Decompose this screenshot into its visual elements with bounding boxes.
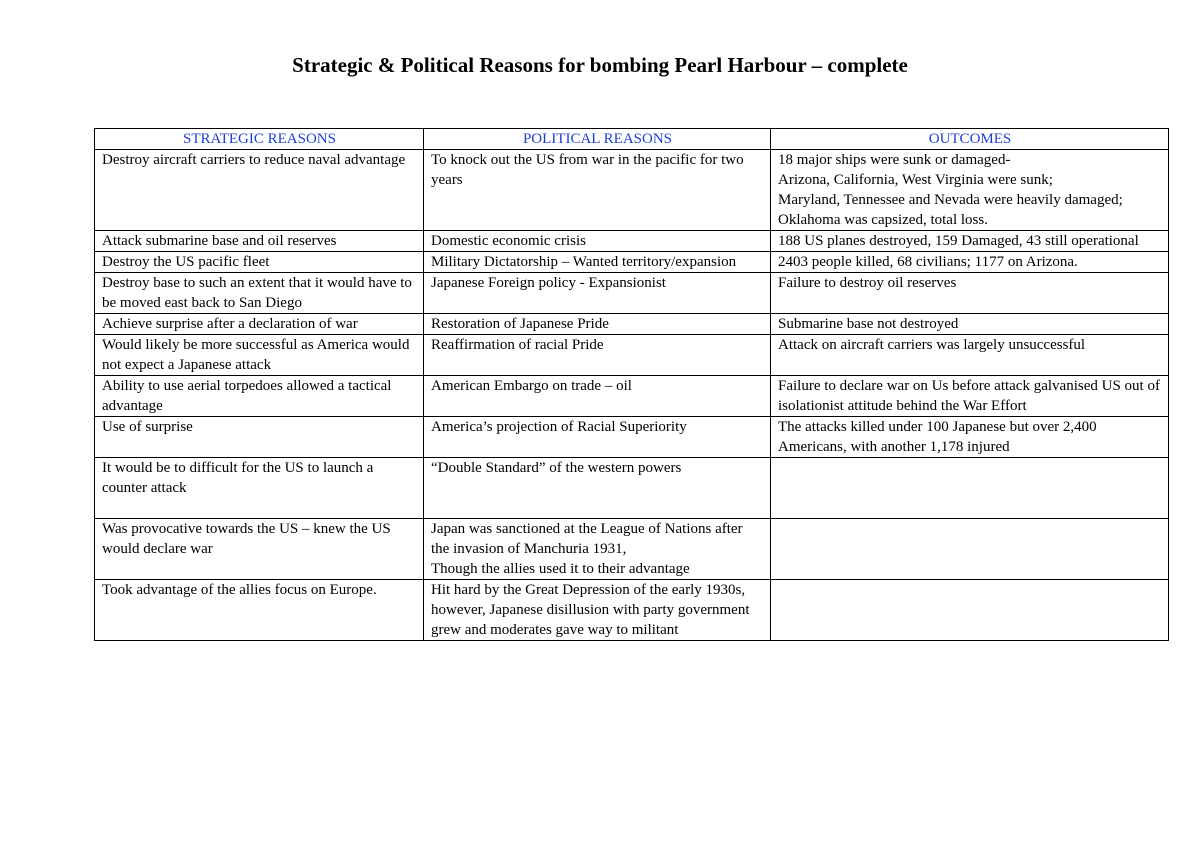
political-reason-cell: Japanese Foreign policy - Expansionist [424,273,771,314]
political-reason-cell: Japan was sanctioned at the League of Nations after the invasion of Manchuria 1931, Though the allies used it to their advantage [424,519,771,580]
political-reason-cell: American Embargo on trade – oil [424,376,771,417]
political-reason-cell: Restoration of Japanese Pride [424,314,771,335]
strategic-reason-cell: Destroy the US pacific fleet [95,252,424,273]
header-outcomes: OUTCOMES [771,129,1169,150]
table-row [95,376,1169,417]
reasons-table [94,128,1169,641]
strategic-reason-cell: Destroy base to such an extent that it would have to be moved east back to San Diego [95,273,424,314]
table-header-row [95,129,1169,150]
table-row [95,150,1169,231]
table-row [95,314,1169,335]
strategic-reason-cell: Destroy aircraft carriers to reduce naval advantage [95,150,424,231]
political-reason-cell: Reaffirmation of racial Pride [424,335,771,376]
political-reason-cell: Domestic economic crisis [424,231,771,252]
table-row [95,231,1169,252]
outcome-cell [771,519,1169,580]
table-row [95,580,1169,641]
outcome-cell: Attack on aircraft carriers was largely unsuccessful [771,335,1169,376]
outcome-cell: 2403 people killed, 68 civilians; 1177 on Arizona. [771,252,1169,273]
outcome-cell: Failure to destroy oil reserves [771,273,1169,314]
outcome-cell: Failure to declare war on Us before attack galvanised US out of isolationist attitude behind the War Effort [771,376,1169,417]
table-row [95,335,1169,376]
outcome-cell: Submarine base not destroyed [771,314,1169,335]
political-reason-cell: “Double Standard” of the western powers [424,458,771,519]
outcome-cell [771,458,1169,519]
political-reason-cell: America’s projection of Racial Superiority [424,417,771,458]
strategic-reason-cell: Achieve surprise after a declaration of war [95,314,424,335]
strategic-reason-cell: Would likely be more successful as America would not expect a Japanese attack [95,335,424,376]
strategic-reason-cell: It would be to difficult for the US to launch a counter attack [95,458,424,519]
table-row [95,417,1169,458]
strategic-reason-cell: Attack submarine base and oil reserves [95,231,424,252]
strategic-reason-cell: Was provocative towards the US – knew the US would declare war [95,519,424,580]
outcome-cell [771,580,1169,641]
header-political-reasons: POLITICAL REASONS [424,129,771,150]
outcome-cell: 188 US planes destroyed, 159 Damaged, 43 still operational [771,231,1169,252]
outcome-cell: The attacks killed under 100 Japanese but over 2,400 Americans, with another 1,178 injured [771,417,1169,458]
strategic-reason-cell: Ability to use aerial torpedoes allowed a tactical advantage [95,376,424,417]
political-reason-cell: Military Dictatorship – Wanted territory/expansion [424,252,771,273]
table-row [95,458,1169,519]
outcome-cell: 18 major ships were sunk or damaged- Arizona, California, West Virginia were sunk; Maryland, Tennessee and Nevada were heavily damaged; Oklahoma was capsized, total loss. [771,150,1169,231]
strategic-reason-cell: Took advantage of the allies focus on Europe. [95,580,424,641]
political-reason-cell: Hit hard by the Great Depression of the early 1930s, however, Japanese disillusion with party government grew and moderates gave way to militant [424,580,771,641]
table-row [95,273,1169,314]
table-row [95,252,1169,273]
header-strategic-reasons: STRATEGIC REASONS [95,129,424,150]
document-title: Strategic & Political Reasons for bombing Pearl Harbour – complete [292,53,908,77]
political-reason-cell: To knock out the US from war in the pacific for two years [424,150,771,231]
strategic-reason-cell: Use of surprise [95,417,424,458]
table-row [95,519,1169,580]
